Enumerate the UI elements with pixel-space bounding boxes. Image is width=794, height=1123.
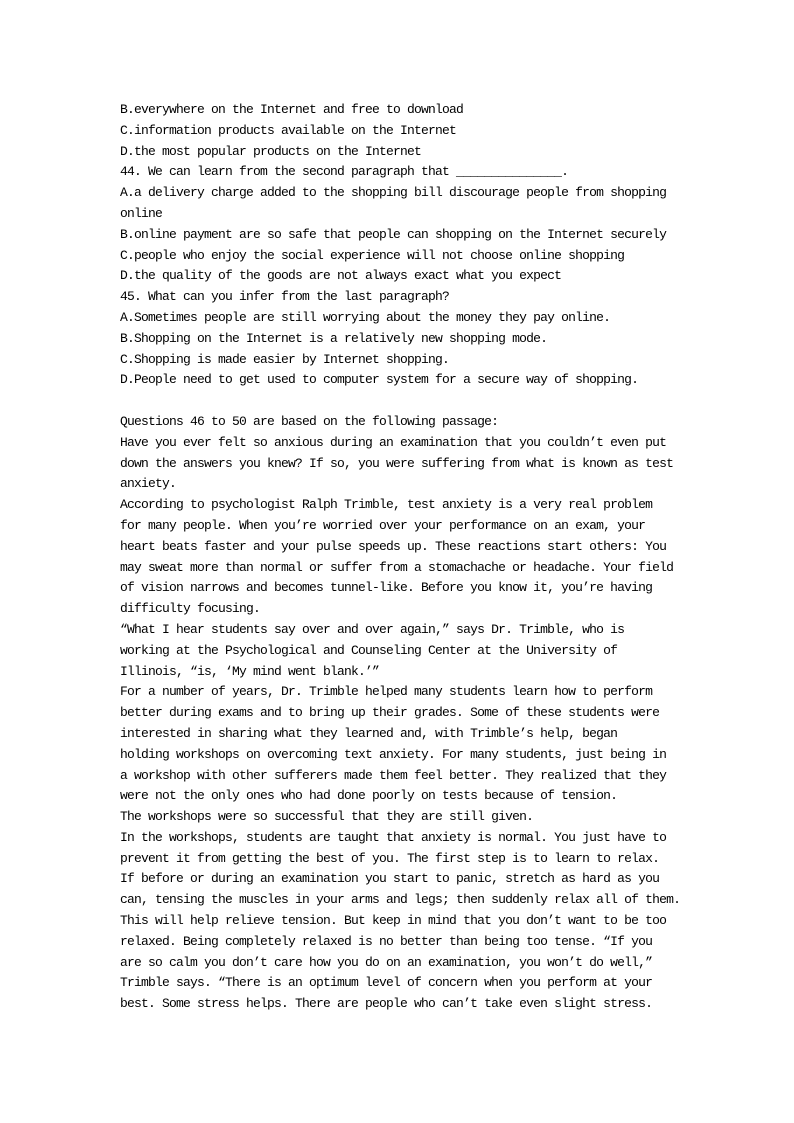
passage-line: holding workshops on overcoming text anxiety. For many students, just being in bbox=[120, 746, 667, 762]
passage-line: working at the Psychological and Counseling Center at the University of bbox=[120, 642, 618, 658]
passage-line: In the workshops, students are taught that anxiety is normal. You just have to bbox=[120, 829, 667, 845]
q45-option-c: C.Shopping is made easier by Internet shopping. bbox=[120, 351, 450, 367]
passage-line: If before or during an examination you start to panic, stretch as hard as you bbox=[120, 871, 660, 887]
passage-line: prevent it from getting the best of you. The first step is to learn to relax. bbox=[120, 850, 660, 866]
q44-option-c: C.people who enjoy the social experience will not choose online shopping bbox=[120, 247, 625, 263]
passage-line: According to psychologist Ralph Trimble, test anxiety is a very real problem bbox=[120, 497, 653, 513]
passage-line: of vision narrows and becomes tunnel-like. Before you know it, you’re having bbox=[120, 580, 653, 596]
passage-line: Illinois, “is, ‘My mind went blank.’” bbox=[120, 663, 380, 679]
q45-stem: 45. What can you infer from the last paragraph? bbox=[120, 289, 450, 305]
q43-option-d: D.the most popular products on the Internet bbox=[120, 143, 422, 159]
passage-line: a workshop with other sufferers made them feel better. They realized that they bbox=[120, 767, 667, 783]
passage-line: may sweat more than normal or suffer from a stomachache or headache. Your field bbox=[120, 559, 674, 575]
passage-line: can, tensing the muscles in your arms and legs; then suddenly relax all of them. bbox=[120, 892, 681, 908]
reading-passage bbox=[120, 412, 740, 1015]
q45-option-a: A.Sometimes people are still worrying about the money they pay online. bbox=[120, 309, 611, 325]
passage-line: This will help relieve tension. But keep in mind that you don’t want to be too bbox=[120, 913, 667, 929]
passage-line: down the answers you knew? If so, you were suffering from what is known as test bbox=[120, 455, 674, 471]
passage-line: The workshops were so successful that they are still given. bbox=[120, 809, 534, 825]
passage-line: relaxed. Being completely relaxed is no better than being too tense. “If you bbox=[120, 933, 653, 949]
passage-line: better during exams and to bring up their grades. Some of these students were bbox=[120, 705, 660, 721]
passage-line: best. Some stress helps. There are people who can’t take even slight stress. bbox=[120, 996, 653, 1012]
question-45 bbox=[120, 287, 740, 391]
passage-line: Trimble says. “There is an optimum level of concern when you perform at your bbox=[120, 975, 653, 991]
question-43-options bbox=[120, 100, 740, 162]
q44-stem: 44. We can learn from the second paragraph that _______________. bbox=[120, 164, 569, 180]
document-page bbox=[120, 100, 740, 1015]
passage-line: anxiety. bbox=[120, 476, 177, 492]
passage-line: for many people. When you’re worried over your performance on an exam, your bbox=[120, 517, 646, 533]
q43-option-c: C.information products available on the Internet bbox=[120, 122, 457, 138]
passage-line: difficulty focusing. bbox=[120, 601, 261, 617]
q44-option-a: A.a delivery charge added to the shopping bill discourage people from shopping bbox=[120, 185, 667, 201]
q45-option-b: B.Shopping on the Internet is a relatively new shopping mode. bbox=[120, 330, 548, 346]
q44-option-d: D.the quality of the goods are not always exact what you expect bbox=[120, 268, 562, 284]
q45-option-d: D.People need to get used to computer system for a secure way of shopping. bbox=[120, 372, 639, 388]
q43-option-b: B.everywhere on the Internet and free to download bbox=[120, 102, 464, 117]
passage-line: Have you ever felt so anxious during an examination that you couldn’t even put bbox=[120, 434, 667, 450]
passage-intro: Questions 46 to 50 are based on the following passage: bbox=[120, 413, 499, 429]
passage-line: interested in sharing what they learned and, with Trimble’s help, began bbox=[120, 725, 618, 741]
q44-option-a-continued: online bbox=[120, 205, 163, 221]
passage-line: were not the only ones who had done poorly on tests because of tension. bbox=[120, 788, 618, 804]
passage-line: For a number of years, Dr. Trimble helped many students learn how to perform bbox=[120, 684, 653, 700]
blank-line bbox=[120, 391, 740, 412]
passage-line: heart beats faster and your pulse speeds up. These reactions start others: You bbox=[120, 538, 667, 554]
passage-line: are so calm you don’t care how you do on an examination, you won’t do well,” bbox=[120, 954, 653, 970]
passage-line: “What I hear students say over and over again,” says Dr. Trimble, who is bbox=[120, 621, 625, 637]
question-44 bbox=[120, 162, 740, 287]
q44-option-b: B.online payment are so safe that people can shopping on the Internet securely bbox=[120, 226, 667, 242]
